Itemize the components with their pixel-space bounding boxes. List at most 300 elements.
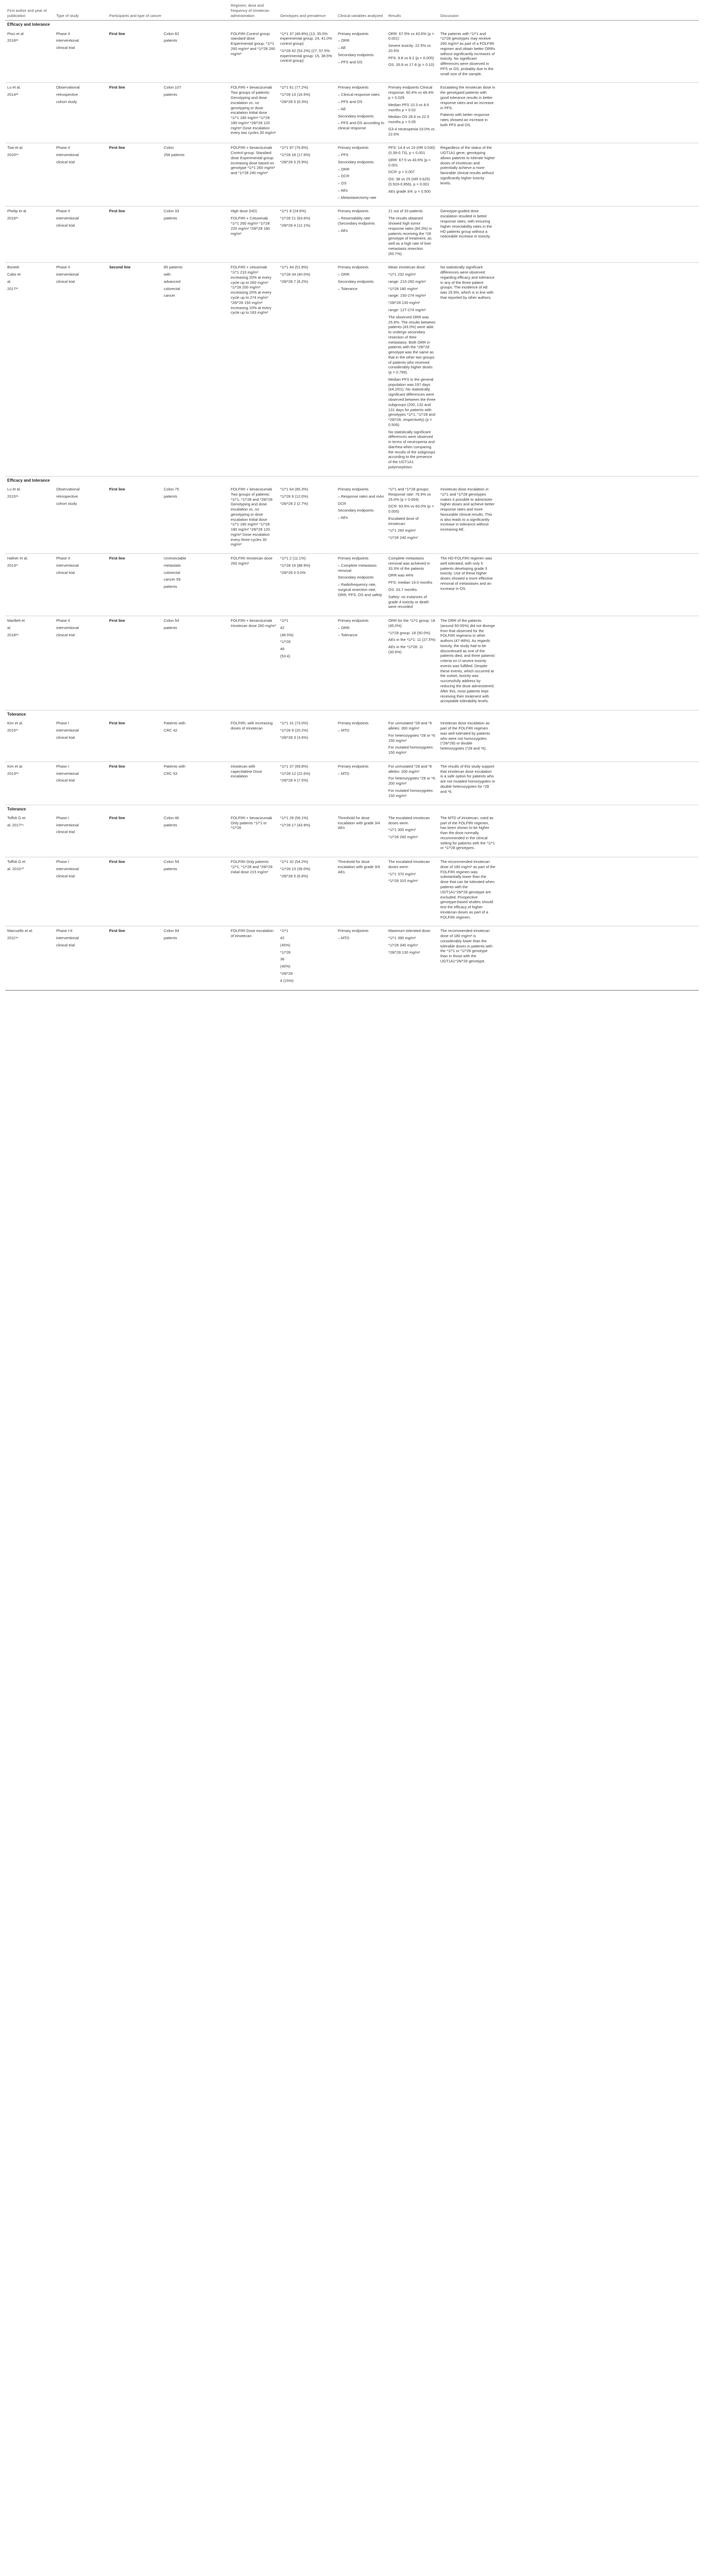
- cell-study-type-line: interventional: [56, 563, 79, 568]
- cell-clinical-variables: [336, 29, 386, 83]
- cell-study-type-line: clinical trial: [56, 45, 75, 50]
- cell-regimen-line: FOLFIRI Dose escalation of irinotecan: [231, 928, 275, 939]
- cell-results-line: The escalated irinotecan doses were:: [388, 859, 431, 869]
- cell-spacer: [497, 857, 699, 926]
- cell-genotypes-line: *1/*1 61 (77.2%): [280, 85, 308, 90]
- cell-regimen: [229, 485, 278, 554]
- cell-author-line: 2015³⁶: [7, 494, 19, 499]
- cell-results-line: *28/*28 130 mg/m²: [388, 950, 420, 955]
- treatment-line-label: First line: [109, 764, 125, 769]
- cell-study-type-line: Phase II: [56, 31, 71, 36]
- cell-participants-line: cancer 59: [164, 577, 181, 582]
- cell-study-type-line: Observational: [56, 85, 80, 90]
- cell-regimen-line: FOLFIRI + bevacizumab Only patients *1/*1 or *1/*28: [231, 815, 273, 831]
- cell-genotypes-line: *1/*1: [280, 928, 289, 934]
- cell-author: [5, 207, 54, 263]
- cell-study-type-line: Phase I: [56, 721, 70, 726]
- cell-results: [386, 83, 438, 143]
- cell-study-type-line: clinical trial: [56, 735, 75, 740]
- cell-author-line: Hafner et al.: [7, 556, 28, 561]
- cell-study-type-line: Phase II: [56, 145, 71, 150]
- cell-participants: [162, 719, 229, 761]
- cell-discussion: [438, 926, 497, 990]
- cell-study-type: [54, 761, 107, 805]
- cell-genotypes-line: *28/*28 2 (2.7%): [280, 501, 308, 506]
- cell-author-line: Kim et al.: [7, 764, 23, 769]
- section-title: Efficacy and tolerance: [7, 22, 50, 27]
- cell-genotypes: [278, 926, 336, 990]
- table-body: [5, 21, 699, 990]
- cell-clinical-variables-line: – OS: [338, 181, 347, 186]
- cell-study-type-line: Phase I: [56, 815, 70, 820]
- cell-regimen: [229, 814, 278, 857]
- cell-clinical-variables-line: – PFS and OS: [338, 99, 363, 104]
- cell-spacer: [497, 926, 699, 990]
- cell-regimen: [229, 263, 278, 476]
- cell-results-line: Safety: no instances of grade 4 toxicity or death were recorded: [388, 594, 430, 609]
- cell-results-line: The escalated irinotecan doses were:: [388, 815, 431, 825]
- cell-genotypes-line: (48.5%): [280, 632, 294, 637]
- cell-clinical-variables-line: – Complete metastasis removal: [338, 563, 378, 573]
- cell-clinical-variables: [336, 814, 386, 857]
- cell-results-line: *1/*1 390 mg/m²: [388, 936, 416, 941]
- treatment-line-label: First line: [109, 815, 125, 820]
- cell-results-line: PFS: median 19.0 months: [388, 580, 433, 585]
- cell-clinical-variables-line: – MTD: [338, 771, 350, 776]
- header-spacer: [497, 2, 699, 21]
- cell-discussion: [438, 263, 497, 476]
- cell-genotypes-line: 46: [280, 647, 285, 652]
- cell-author-line: Cabo et: [7, 272, 21, 277]
- cell-author: [5, 263, 54, 476]
- cell-clinical-variables-line: – MTD: [338, 728, 350, 733]
- cell-study-type-line: clinical trial: [56, 223, 75, 228]
- cell-author-line: Toffoli G et: [7, 859, 26, 865]
- cell-results-line: *1/*28 group: 18 (50.0%): [388, 630, 431, 635]
- cell-results-line: Complete metastasis removal was achieved in 33.3% of the patients: [388, 556, 432, 571]
- table-row: [5, 83, 699, 143]
- section-header-row: [5, 805, 699, 814]
- cell-participants-line: 258 patients: [164, 152, 185, 158]
- cell-treatment-line: [107, 207, 162, 263]
- cell-study-type-line: cohort study: [56, 99, 77, 104]
- cell-author-line: Pisci et al.: [7, 31, 25, 36]
- cell-author-line: Lu et al.: [7, 85, 21, 90]
- cell-participants-line: patients: [164, 625, 177, 630]
- cell-discussion-line: Escalating the irinotecan dose in the genotyped patients with good tolerance results in better response rates and an increase in PFS.: [440, 85, 496, 110]
- cell-results-line: DCR: 93.9% vs 60.0% (p = 0.005): [388, 504, 435, 514]
- cell-participants-line: patients: [164, 92, 177, 97]
- cell-regimen: [229, 143, 278, 207]
- cell-clinical-variables-line: Secondary endpoints: [338, 575, 374, 580]
- cell-discussion-line: The recommended irinotecan dose of 180 mg/m² is considerably lower than the tolerable doses in patients with the *1/*1 or *1/*28 genotype than in those with the UGT1A1*28/*28 genotype.: [440, 928, 494, 963]
- cell-clinical-variables-line: – Tolerance: [338, 286, 358, 291]
- cell-results-line: range: 127-274 mg/m²: [388, 307, 426, 312]
- cell-results: [386, 143, 438, 207]
- cell-author-line: Lu et al.: [7, 486, 21, 492]
- cell-genotypes-line: 42: [280, 625, 285, 630]
- cell-participants-line: Colon 33: [164, 209, 179, 214]
- cell-genotypes-line: *1/*28 9 (12.0%): [280, 494, 308, 499]
- cell-discussion: [438, 485, 497, 554]
- cell-author-line: Marillett et: [7, 618, 25, 623]
- cell-author: [5, 485, 54, 554]
- treatment-line-label: First line: [109, 31, 125, 36]
- cell-results-line: Median PFS 10.3 vs 8.6 months p = 0.02: [388, 102, 430, 112]
- cell-study-type: [54, 616, 107, 710]
- cell-results-line: *1/*1 260 mg/m²: [388, 528, 416, 533]
- cell-genotypes-line: (53.4): [280, 653, 290, 658]
- cell-participants: [162, 761, 229, 805]
- cell-participants: [162, 926, 229, 990]
- cell-participants: [162, 83, 229, 143]
- cell-clinical-variables-line: Threshold for dose escalation with grade 3/4 AEs: [338, 859, 381, 874]
- cell-genotypes-line: *1/*1 37 (69.8%): [280, 764, 308, 769]
- cell-results-line: *1/*1 and *1/*28 groups: Response rate: 76.9% vs 25.0% (p = 0.004): [388, 486, 432, 502]
- cell-clinical-variables-line: Secondary endpoints: [338, 113, 374, 118]
- cell-genotypes: [278, 143, 336, 207]
- cell-genotypes-line: 36: [280, 957, 285, 962]
- cell-genotypes: [278, 207, 336, 263]
- table-row: [5, 29, 699, 83]
- cell-results-line: G3-4 neutropenia 19.0% vs 22.6%: [388, 126, 436, 137]
- cell-treatment-line: [107, 485, 162, 554]
- cell-treatment-line: [107, 143, 162, 207]
- cell-discussion-line: The ORR of the patients (around 50-55%) did not diverge from that observed for the FOLFIRI regimens in other authors (47-48%). As regards toxicity, the study had to be discontinued as one of the patients died, and three patients' criteria on U-severe toxicity events was fulfilled. Despite these events, which occurred at the outset, toxicity was successfully address by reducing the dose administered. After this, most patients kept receiving their treatment with acceptable tolerability levels.: [440, 618, 496, 704]
- cell-participants-line: Unresectable: [164, 556, 186, 561]
- cell-participants-line: 85 patients: [164, 265, 183, 270]
- cell-genotypes-line: *28/*28: [280, 971, 293, 976]
- cell-study-type-line: Phase II: [56, 556, 71, 561]
- cell-study-type: [54, 29, 107, 83]
- cell-regimen: [229, 719, 278, 761]
- cell-participants-line: patients: [164, 584, 177, 589]
- cell-clinical-variables-line: Primary endpoints: [338, 618, 369, 623]
- cell-discussion: [438, 761, 497, 805]
- cell-genotypes-line: *1/*28 12 (22.6%): [280, 771, 311, 776]
- cell-genotypes-line: *28/*28 0 0.0%: [280, 570, 306, 575]
- cell-author-line: 2016²⁶: [7, 216, 19, 221]
- cell-genotypes: [278, 616, 336, 710]
- cell-study-type-line: clinical trial: [56, 632, 75, 637]
- cell-clinical-variables-line: Secondary endpoints: [338, 159, 374, 164]
- cell-clinical-variables: [336, 485, 386, 554]
- cell-genotypes-line: *1/*1 2 (11.1%): [280, 556, 306, 561]
- treatment-line-label: First line: [109, 859, 125, 865]
- cell-regimen: [229, 857, 278, 926]
- cell-clinical-variables-line: – PFS and OS: [338, 59, 363, 64]
- cell-clinical-variables-line: – Radiofrequency rate, surgical resection rate, ORR, PFS, OS and safety: [338, 582, 382, 597]
- cell-discussion: [438, 207, 497, 263]
- cell-genotypes: [278, 761, 336, 805]
- cell-results-line: Median PFS in the general population was 197 days (64.2/01). No statistically significant differences were observed between the three subgroups (200, 132 and 131 days for patients with genotypes *1/*1, *1/*28 and *28/*28, respectively) (p = 0.509).: [388, 377, 437, 427]
- cell-study-type: [54, 207, 107, 263]
- cell-study-type: [54, 143, 107, 207]
- cell-results-line: For mutated homozygotes: 150 mg/m²: [388, 745, 435, 755]
- cell-study-type-line: interventional: [56, 272, 79, 277]
- cell-treatment-line: [107, 814, 162, 857]
- table-row: [5, 761, 699, 805]
- cell-treatment-line: [107, 857, 162, 926]
- cell-genotypes: [278, 554, 336, 616]
- cell-results-line: *28/*28 130 mg/m²: [388, 300, 420, 306]
- cell-regimen-line: FOLFIRI + bevacizumab Control group: Standard dose Experimental group: increasing dose based on genotype *1/*1 260 mg/m² and *1/*28 240 mg/m²: [231, 145, 276, 176]
- cell-clinical-variables: [336, 616, 386, 710]
- cell-participants-line: patients: [164, 866, 177, 871]
- cell-clinical-variables-line: – Metastasectomy rate: [338, 195, 376, 200]
- cell-genotypes: [278, 857, 336, 926]
- cell-regimen-line: Irinotecan with capecitabine Dose escalation: [231, 764, 263, 779]
- cell-clinical-variables-line: – MTD: [338, 936, 350, 941]
- cell-spacer: [497, 143, 699, 207]
- cell-clinical-variables-line: – PFS and OS according to clinical response: [338, 121, 386, 131]
- cell-clinical-variables-line: Secondary endpoints: [338, 508, 374, 513]
- cell-participants: [162, 29, 229, 83]
- cell-genotypes-line: *1/*1 8 (24.6%): [280, 209, 306, 214]
- cell-results-line: Maximum tolerated dose:: [388, 928, 431, 934]
- cell-clinical-variables-line: Primary endpoints: [338, 31, 369, 36]
- cell-treatment-line: [107, 83, 162, 143]
- cell-clinical-variables-line: Secondary endpoints: [338, 52, 374, 57]
- cell-clinical-variables-line: Primary endpoints: [338, 486, 369, 492]
- cell-genotypes: [278, 83, 336, 143]
- cell-treatment-line: [107, 616, 162, 710]
- cell-results-line: Mean irinotecan dose:: [388, 265, 426, 270]
- cell-results-line: PFS: 14.4 vs 10 (HR 0.530) (0.39-0.73), p < 0.001: [388, 145, 436, 156]
- cell-discussion-line: The MTD of irinotecan, used as part of the FOLFIRI regimen, has been shown to be higher than the dose normally recommended in the clinical setting for patients with the *1/*1 or *1/*28 genotypes.: [440, 815, 496, 851]
- cell-author-line: 2014³³: [7, 92, 19, 97]
- cell-results-line: For mutated homozygotes: 150 mg/m²: [388, 788, 435, 798]
- cell-spacer: [497, 263, 699, 476]
- cell-results-line: *1/*28 240 mg/m²: [388, 535, 418, 540]
- cell-author-line: Phelip et al.: [7, 209, 27, 214]
- cell-clinical-variables: [336, 719, 386, 761]
- cell-regimen-line: FOLFIRI Irinotecan dose 260 mg/m²: [231, 556, 273, 566]
- cell-participants-line: patients: [164, 216, 177, 221]
- treatment-line-label: First line: [109, 145, 125, 150]
- cell-results-line: The results obtained showed high tumor response rates (84.3%) in patients receiving the *28 genotype of treatment, as well as a high rate of liver metastasis resection (60.7%).: [388, 216, 433, 256]
- cell-participants-line: advanced: [164, 279, 181, 284]
- cell-clinical-variables-line: – AE: [338, 106, 346, 111]
- cell-genotypes: [278, 719, 336, 761]
- cell-genotypes-line: *1/*28 9 (20.2%): [280, 728, 308, 733]
- cell-participants-line: Colon 107: [164, 85, 181, 90]
- cell-author: [5, 761, 54, 805]
- cell-clinical-variables-line: Primary endpoints: [338, 209, 369, 214]
- cell-author-line: Kim et al.: [7, 721, 23, 726]
- cell-author-line: Toffoli G et: [7, 815, 26, 820]
- cell-clinical-variables-line: – AEs: [338, 515, 348, 520]
- header-study-type: Type of study: [54, 2, 107, 21]
- cell-results-line: *1/*28 180 mg/m²: [388, 286, 418, 291]
- cell-genotypes-line: *1/*28 17 (43.9%): [280, 822, 311, 827]
- treatment-line-label: First line: [109, 556, 125, 561]
- cell-results: [386, 263, 438, 476]
- treatment-line-label: First line: [109, 209, 125, 214]
- cell-study-type-line: interventional: [56, 936, 79, 941]
- cell-study-type-line: interventional: [56, 771, 79, 776]
- cell-participants-line: Colon 54: [164, 618, 179, 623]
- cell-genotypes-line: *1/*1 37 (46.8%) (13, 35.0% experimental group; 24, 41.0% control group): [280, 31, 333, 46]
- header-participants: Participants and type of cancer: [107, 2, 229, 21]
- cell-treatment-line: [107, 263, 162, 476]
- cell-discussion-line: The HD-FOLFIRI regimen was well tolerated, with only 5 patients developing grade 3 toxicity. Use of these higher doses showed a more effective removal of metastases and an increase in OS.: [440, 556, 494, 591]
- cell-results-line: *1/*28 310 mg/m²: [388, 878, 418, 884]
- cell-discussion-line: Irinotecan dose escalation as part of the FOLFIRI regimen was well tolerated by patients who were not homozygotes (*28/*28) or double heterozygotes (*28 and *6).: [440, 721, 491, 751]
- cell-results: [386, 485, 438, 554]
- cell-author: [5, 554, 54, 616]
- cell-clinical-variables-line: – DCR: [338, 174, 350, 179]
- cell-results-line: ORR was 44%: [388, 573, 414, 578]
- cell-results: [386, 616, 438, 710]
- cell-regimen-line: FOLFIRI + bevacizumab Two groups of patients: Genotyping and dose escalation vs. no genotyping or dose escalation Initial dose *1/*1 180 mg/m² *1/*28 180 mg/m² *28/*28 120 mg/m² Dose escalation every two cycles 30 mg/m²: [231, 85, 276, 135]
- cell-results-line: For heterozygotes *28 or *6: 150 mg/m²: [388, 733, 437, 743]
- cell-author-line: Marcuello et al.: [7, 928, 33, 934]
- cell-treatment-line: [107, 554, 162, 616]
- evidence-table: [5, 2, 699, 990]
- cell-results-line: Escalated dose of irinotecan:: [388, 516, 420, 526]
- cell-regimen-line: FOLFIRI Only patients *1/*1, *1/*28 and *28/*28 Initial dose 215 mg/m²: [231, 859, 274, 874]
- cell-genotypes-line: *28/*28 5 (5.9%): [280, 159, 308, 164]
- table-row: [5, 857, 699, 926]
- cell-participants-line: colorectal: [164, 286, 180, 291]
- cell-participants-line: patients: [164, 38, 177, 43]
- cell-participants-line: with: [164, 272, 171, 277]
- cell-study-type-line: Phase I-II: [56, 928, 73, 934]
- cell-clinical-variables-line: – Response rates and mAn: [338, 494, 384, 499]
- cell-study-type-line: interventional: [56, 625, 79, 630]
- cell-study-type-line: cohort study: [56, 501, 77, 506]
- cell-participants-line: Colon 94: [164, 928, 179, 934]
- cell-genotypes-line: *1/*28 13 (16.5%): [280, 92, 311, 97]
- cell-participants-line: Colon 59: [164, 859, 179, 865]
- cell-clinical-variables-line: – Tolerance: [338, 632, 358, 637]
- cell-author-line: Tsai et al.: [7, 145, 24, 150]
- cell-results-line: *1/*28 340 mg/m²: [388, 942, 418, 947]
- cell-author: [5, 143, 54, 207]
- cell-author-line: al. 2017¹⁹: [7, 822, 24, 827]
- cell-author: [5, 29, 54, 83]
- cell-regimen-line: FOLFIRI + bevacizumab Irinotecan dose 260 mg/m²: [231, 618, 276, 628]
- cell-author-line: al. 2010⁴⁰: [7, 866, 24, 871]
- cell-results-line: *1/*1 370 mg/m²: [388, 871, 416, 876]
- cell-author-line: 2020³⁴: [7, 152, 19, 158]
- cell-genotypes-line: *1/*1 64 (85.3%): [280, 486, 308, 492]
- cell-results: [386, 554, 438, 616]
- cell-author-line: 2013²⁸: [7, 771, 19, 776]
- table-row: [5, 926, 699, 990]
- cell-clinical-variables-line: – ORR: [338, 272, 350, 277]
- cell-results-line: PFS: 9.8 vs 8.2 (p = 0.005): [388, 55, 434, 60]
- cell-clinical-variables: [336, 263, 386, 476]
- cell-results: [386, 814, 438, 857]
- cell-author-line: al.: [7, 625, 11, 630]
- cell-clinical-variables-line: – ORR: [338, 38, 350, 43]
- cell-spacer: [497, 761, 699, 805]
- cell-study-type-line: clinical trial: [56, 829, 75, 835]
- cell-participants: [162, 814, 229, 857]
- cell-study-type-line: retrospective: [56, 92, 78, 97]
- table-row: [5, 207, 699, 263]
- cell-spacer: [497, 814, 699, 857]
- section-header-row: [5, 710, 699, 719]
- header-regimen: Regimen, dose and frequency of irinotecan administration: [229, 2, 278, 21]
- header-author: First author and year of publication: [5, 2, 54, 21]
- cell-results: [386, 29, 438, 83]
- cell-genotypes-line: *1/*28 42 (53.2%) (27, 57.5% experimental group; 15, 38.5% control group): [280, 48, 333, 63]
- cell-genotypes-line: *28/*28 7 (8.2%): [280, 279, 308, 284]
- treatment-line-label: First line: [109, 486, 125, 492]
- cell-study-type-line: interventional: [56, 38, 79, 43]
- cell-clinical-variables: [336, 926, 386, 990]
- cell-discussion: [438, 83, 497, 143]
- table-row: [5, 719, 699, 761]
- header-clinical-variables: Clinical variables analyzed: [336, 2, 386, 21]
- cell-genotypes-line: 42: [280, 936, 285, 941]
- cell-results-line: range: 150-274 mg/m²: [388, 293, 426, 298]
- cell-study-type-line: clinical trial: [56, 942, 75, 947]
- cell-study-type-line: Phase II: [56, 209, 71, 214]
- cell-study-type-line: Phase II: [56, 265, 71, 270]
- cell-discussion-line: Patients with better response rates showed an increase in both PFS and OS.: [440, 112, 491, 127]
- cell-results-line: No statistically significant differences were observed in terms of neutropenia and diarrhea when comparing the results of the subgroups according to the presence of the UGT1A1 polymorphism: [388, 429, 437, 469]
- cell-clinical-variables-line: Primary endpoints: [338, 556, 369, 561]
- cell-author: [5, 926, 54, 990]
- cell-results: [386, 719, 438, 761]
- cell-clinical-variables-line: Primary endpoints: [338, 928, 369, 934]
- cell-regimen: [229, 29, 278, 83]
- section-header-row: [5, 21, 699, 29]
- cell-participants-line: Colon 46: [164, 815, 179, 820]
- cell-results-line: *1/*1 300 mg/m²: [388, 827, 416, 833]
- cell-regimen: [229, 616, 278, 710]
- cell-results: [386, 761, 438, 805]
- cell-study-type: [54, 926, 107, 990]
- cell-results-line: Severe toxicity: 22.5% vs 20.5%: [388, 43, 432, 53]
- cell-genotypes-line: *1/*1 97 (76.8%): [280, 145, 308, 150]
- cell-discussion: [438, 719, 497, 761]
- cell-clinical-variables-line: – Resectability rate (Secondary endpoints: [338, 216, 375, 226]
- cell-genotypes-line: *1/*1 29 (56.1%): [280, 815, 308, 820]
- table-row: [5, 616, 699, 710]
- cell-genotypes-line: *28/*28 3 (3.6%): [280, 735, 308, 740]
- cell-clinical-variables-line: – AE: [338, 45, 346, 50]
- cell-author: [5, 719, 54, 761]
- cell-discussion-line: Regardless of the status of the UGT1A1 gene, genotyping allows patients to tolerate higher doses of irinotecan and potentially achieve a more favorable clinical results without significantly higher toxicity levels.: [440, 145, 496, 185]
- cell-results-line: AEs grade 3/4: p = 0.500: [388, 189, 431, 194]
- cell-study-type: [54, 814, 107, 857]
- cell-results: [386, 926, 438, 990]
- cell-results-line: range: 210-260 mg/m²: [388, 279, 426, 284]
- cell-genotypes-line: *1/*28: [280, 950, 291, 955]
- cell-participants-line: CRC 42: [164, 728, 178, 733]
- cell-author: [5, 814, 54, 857]
- cell-regimen-line: FOLFIRI Control group: standard dose Experimental group: *1/*1 260 mg/m² and *1/*28 260 mg/m²: [231, 31, 277, 56]
- cell-genotypes-line: *1/*28 21 (63.6%): [280, 216, 311, 221]
- cell-genotypes-line: (45%): [280, 942, 290, 947]
- cell-clinical-variables: [336, 207, 386, 263]
- cell-regimen: [229, 761, 278, 805]
- cell-study-type-line: interventional: [56, 216, 79, 221]
- cell-study-type: [54, 857, 107, 926]
- cell-genotypes-line: *1/*28 34 (40.0%): [280, 272, 311, 277]
- cell-discussion-line: Irinotecan dose escalation in *1/*1 and *1/*28 genotypes makes it possible to administer higher doses and achieve better response rates and more favourable clinical results. This is also leads to a significantly increase in tolerance without increasing AE.: [440, 486, 496, 532]
- cell-genotypes-line: *1/*28 18 (17.6%): [280, 152, 311, 158]
- cell-genotypes-line: *1/*1 32 (54.2%): [280, 859, 308, 865]
- cell-results-line: OS: 26.8 vs 17.8 (p = 0.10): [388, 62, 434, 67]
- cell-discussion: [438, 554, 497, 616]
- cell-treatment-line: [107, 719, 162, 761]
